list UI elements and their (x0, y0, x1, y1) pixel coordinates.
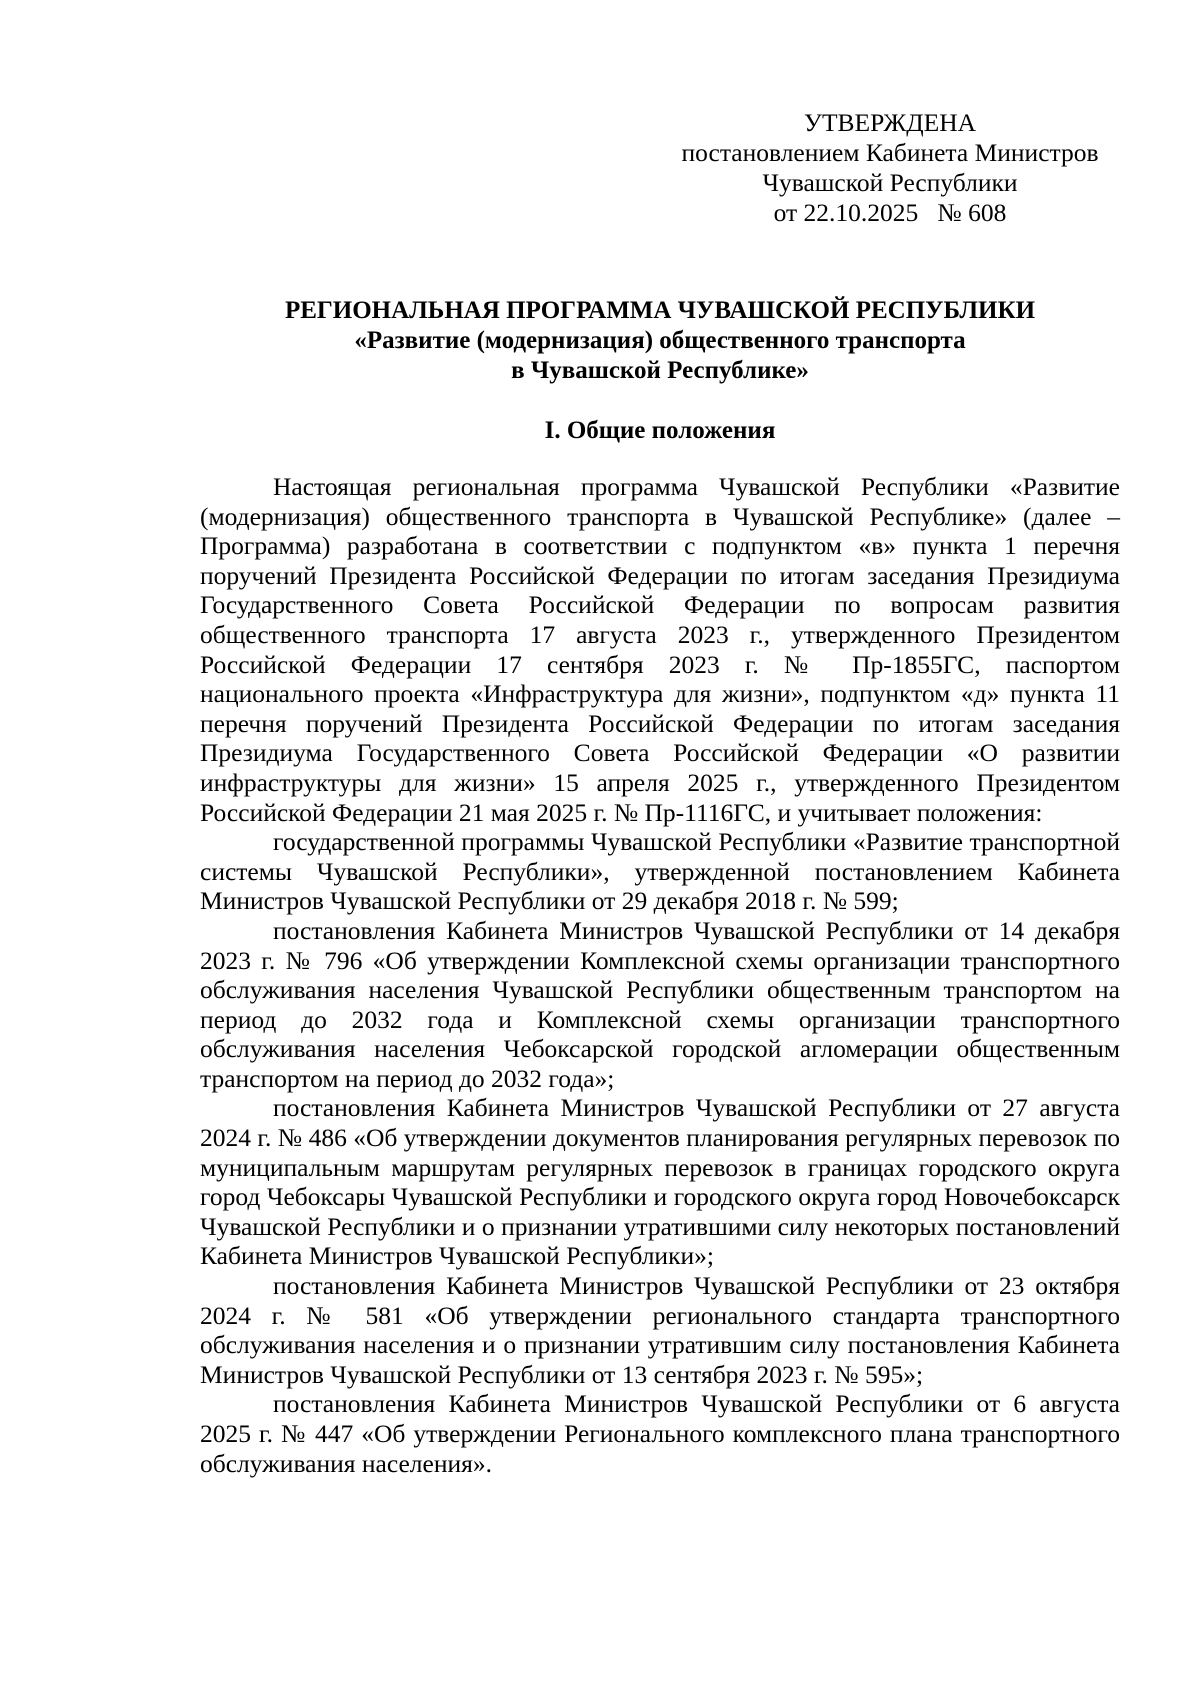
approval-region: Чувашской Республики (762, 168, 1018, 197)
approval-authority: постановлением Кабинета Министров (681, 138, 1099, 167)
paragraph-resolution-581: постановления Кабинета Министров Чувашской Республики от 23 октября 2024 г. № 581 «Об утверждении регионального стандарта транспортного обслуживания населения и о признании утратившим силу постановления Кабинета Министров Чувашской Республики от 13 сентября 2023 г. № 595»; (200, 1271, 1120, 1389)
paragraph-state-program: государственной программы Чувашской Республики «Развитие транспортной системы Чувашской Республики», утвержденной постановлением Кабинета Министров Чувашской Республики от 29 декабря 2018 г. № 599; (200, 827, 1120, 916)
paragraph-resolution-486: постановления Кабинета Министров Чувашской Республики от 27 августа 2024 г. № 486 «Об утверждении документов планирования регулярных перевозок по муниципальным маршрутам регулярных перевозок в границах городского округа город Чебоксары Чувашской Республики и городского округа город Новочебоксарск Чувашской Республики и о признании утратившими силу некоторых постановлений Кабинета Министров Чувашской Республики»; (200, 1093, 1120, 1271)
section-heading: I. Общие положения (544, 417, 776, 444)
approval-date-number: от 22.10.2025 № 608 (773, 198, 1007, 227)
paragraph-intro: Настоящая региональная программа Чувашской Республики «Развитие (модернизация) общественного транспорта в Чувашской Республике» (далее – Программа) разработана в соответствии с подпунктом «в» пункта 1 перечня поручений Президента Российской Федерации по итогам заседания Президиума Государственного Совета Российской Федерации по вопросам развития общественного транспорта 17 августа 2023 г., утвержденного Президентом Российской Федерации 17 сентября 2023 г. № Пр-1855ГС, паспортом национального проекта «Инфраструктура для жизни», подпунктом «д» пункта 11 перечня поручений Президента Российской Федерации по итогам заседания Президиума Государственного Совета Российской Федерации «О развитии инфраструктуры для жизни» 15 апреля 2025 г., утвержденного Президентом Российской Федерации 21 мая 2025 г. № Пр-1116ГС, и учитывает положения: (200, 472, 1120, 827)
document-title (200, 296, 1120, 386)
approval-stamp (660, 108, 1120, 228)
approval-status: УТВЕРЖДЕНА (803, 108, 977, 137)
document-body (200, 472, 1120, 1478)
paragraph-resolution-796: постановления Кабинета Министров Чувашской Республики от 14 декабря 2023 г. № 796 «Об утверждении Комплексной схемы организации транспортного обслуживания населения Чувашской Республики общественным транспортом на период до 2032 года и Комплексной схемы организации транспортного обслуживания населения Чебоксарской городской агломерации общественным транспортом на период до 2032 года»; (200, 915, 1120, 1093)
title-line-3: в Чувашской Республике» (511, 357, 809, 384)
title-line-1: РЕГИОНАЛЬНАЯ ПРОГРАММА ЧУВАШСКОЙ РЕСПУБЛИКИ (284, 297, 1036, 324)
paragraph-resolution-447: постановления Кабинета Министров Чувашской Республики от 6 августа 2025 г. № 447 «Об утверждении Регионального комплексного плана транспортного обслуживания населения». (200, 1389, 1120, 1478)
title-line-2: «Развитие (модернизация) общественного транспорта (354, 327, 966, 354)
